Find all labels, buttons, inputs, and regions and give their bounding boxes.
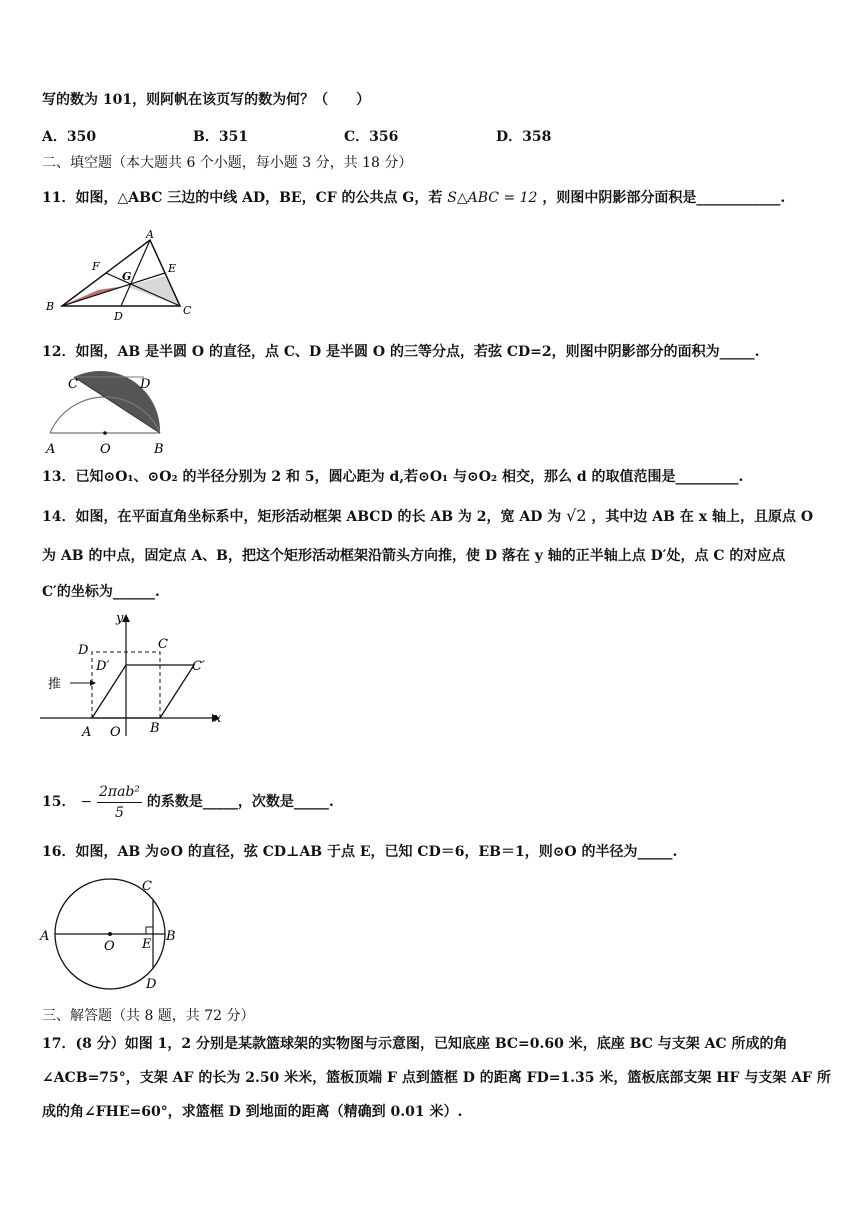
label-f: F (92, 260, 100, 273)
q17-line2: ∠ACB=75°，支架 AF 的长为 2.50 米米，篮板顶端 F 点到篮框 D 的距离 FD=1.35 米，篮板底部支架 HF 与支架 AF 所 (42, 1070, 831, 1086)
q13-text: 13．已知⊙O₁、⊙O₂ 的半径分别为 2 和 5，圆心距为 d,若⊙O₁ 与⊙O₂ 相交，那么 d 的取值范围是_________. (42, 469, 744, 485)
label-c: C (68, 377, 78, 392)
label-b: B (154, 442, 164, 457)
q16-circle-figure (38, 872, 183, 994)
q14-stem-end: ，其中边 AB 在 x 轴上，且原点 O (591, 509, 814, 525)
q15-minus-sign: − (80, 794, 93, 810)
label-o: O (104, 939, 115, 954)
q10-stem: 写的数为 101，则阿帆在该页写的数为何？（ ） (42, 92, 371, 108)
push-arrow-head (90, 680, 96, 686)
q10-option-b: B．351 (193, 129, 249, 145)
label-e: E (168, 262, 177, 275)
label-e: E (142, 937, 152, 952)
label-a: A (146, 228, 154, 241)
q11-formula: S△ABC = 12 (447, 190, 538, 206)
q12-text: 12．如图，AB 是半圆 O 的直径，点 C、D 是半圆 O 的三等分点，若弦 CD=2，则图中阴影部分的面积为_____. (42, 344, 760, 360)
q14-line3: C′的坐标为______. (42, 584, 160, 600)
center-point (108, 932, 112, 936)
q11-triangle-figure (40, 228, 200, 323)
q11-blank: ，则图中阴影部分面积是____________. (542, 190, 786, 206)
q14-sqrt2: √2 (566, 506, 587, 525)
label-o: O (100, 442, 111, 457)
q15-fraction-denominator: 5 (115, 804, 124, 821)
q16-text: 16．如图，AB 为⊙O 的直径，弦 CD⊥AB 于点 E，已知 CD＝6，EB＝1，则⊙O 的半径为_____. (42, 844, 678, 860)
label-x: x (214, 711, 222, 726)
label-push: 推 (48, 677, 62, 692)
label-c: C (183, 304, 192, 317)
label-a: A (82, 725, 92, 740)
label-y: y (116, 611, 124, 626)
label-d: D (114, 310, 123, 323)
q10-option-d: D．358 (496, 129, 552, 145)
label-a: A (40, 929, 50, 944)
label-a: A (46, 442, 56, 457)
section-3-heading: 三、解答题（共 8 题，共 72 分） (42, 1008, 255, 1024)
label-d: D (78, 643, 89, 658)
label-b: B (46, 300, 55, 313)
center-o (103, 431, 107, 435)
q10-option-a: A．350 (42, 129, 97, 145)
label-b: B (150, 721, 160, 736)
section-2-heading: 二、填空题（本大题共 6 个小题，每小题 3 分，共 18 分） (42, 155, 413, 171)
label-b: B (166, 929, 176, 944)
q15-blanks: 的系数是_____，次数是_____. (146, 794, 334, 810)
q14-coordinate-figure (40, 608, 230, 743)
label-g: G (122, 270, 132, 283)
right-angle-mark (146, 927, 153, 934)
label-d: D (140, 377, 151, 392)
label-c: C (158, 637, 168, 652)
q15-fraction-numerator: 2πab² (97, 782, 142, 803)
q15-number: 15． (42, 794, 76, 810)
label-d-prime: D′ (96, 659, 110, 674)
q15-text (42, 780, 334, 824)
q11-text (42, 188, 785, 208)
q17-line1: 17．(8 分）如图 1，2 分别是某款篮球架的实物图与示意图，已知底座 BC=0.60 米，底座 BC 与支架 AC 所成的角 (42, 1036, 788, 1052)
label-c: C (142, 879, 152, 894)
q14-stem-start: 14．如图，在平面直角坐标系中，矩形活动框架 ABCD 的长 AB 为 2，宽 AD 为 (42, 509, 562, 525)
q15-fraction (97, 782, 142, 823)
q12-semicircle-figure (44, 371, 174, 459)
q10-option-c: C．356 (344, 129, 399, 145)
shaded-region-right (125, 276, 180, 306)
q14-line2: 为 AB 的中点，固定点 A、B，把这个矩形活动框架沿箭头方向推，使 D 落在 y 轴的正半轴上点 D′处，点 C 的对应点 (42, 548, 786, 564)
label-d: D (146, 977, 157, 992)
q17-line3: 成的角∠FHE=60°，求篮框 D 到地面的距离（精确到 0.01 米）. (42, 1104, 463, 1120)
label-o: O (110, 725, 121, 740)
label-c-prime: C′ (192, 659, 205, 674)
q14-line1 (42, 506, 813, 527)
q11-stem: 11．如图，△ABC 三边的中线 AD，BE，CF 的公共点 G，若 (42, 190, 443, 206)
